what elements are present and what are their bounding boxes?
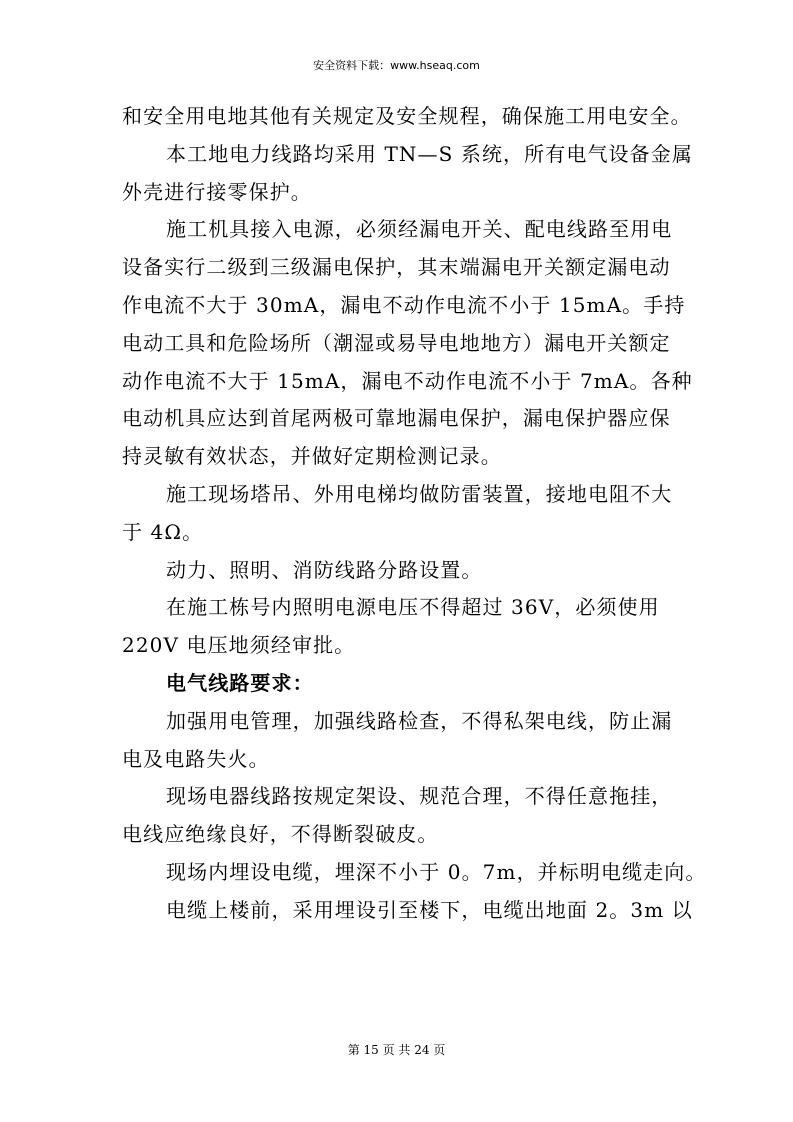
text-line: 电动机具应达到首尾两极可靠地漏电保护，漏电保护器应保 — [122, 406, 671, 431]
text-line: 本工地电力线路均采用 TN—S 系统，所有电气设备金属 — [166, 141, 693, 166]
text-line: 设备实行二级到三级漏电保护，其末端漏电开关额定漏电动 — [122, 255, 671, 280]
section-heading: 电气线路要求： — [166, 670, 314, 695]
text-line: 加强用电管理，加强线路检查，不得私架电线，防止漏 — [166, 708, 673, 733]
page-header: 安全资料下载：www.hseaq.com — [313, 59, 480, 72]
text-line: 现场电器线路按规定架设、规范合理，不得任意拖挂， — [166, 784, 673, 809]
text-line: 动力、照明、消防线路分路设置。 — [166, 557, 483, 582]
text-line: 电缆上楼前，采用埋设引至楼下，电缆出地面 2。3m 以 — [166, 897, 693, 922]
text-line: 作电流不大于 30mA，漏电不动作电流不小于 15mA。手持 — [122, 292, 686, 317]
text-line: 和安全用电地其他有关规定及安全规程，确保施工用电安全。 — [122, 104, 692, 128]
text-line: 动作电流不大于 15mA，漏电不动作电流不小于 7mA。各种 — [122, 368, 693, 393]
text-line: 电及电路失火。 — [122, 746, 270, 771]
text-line: 220V 电压地须经审批。 — [122, 633, 356, 658]
text-line: 持灵敏有效状态，并做好定期检测记录。 — [122, 444, 502, 469]
text-line: 外壳进行接零保护。 — [122, 179, 312, 204]
text-line: 电线应绝缘良好，不得断裂破皮。 — [122, 822, 439, 847]
text-line: 于 4Ω。 — [122, 519, 204, 544]
text-line: 现场内埋设电缆，埋深不小于 0。7m，并标明电缆走向。 — [166, 859, 707, 884]
text-line: 在施工栋号内照明电源电压不得超过 36V，必须使用 — [166, 595, 660, 620]
document-body — [122, 98, 707, 930]
text-line: 施工现场塔吊、外用电梯均做防雷装置，接地电阻不大 — [166, 481, 673, 506]
page-number: 第 15 页 共 24 页 — [347, 1043, 446, 1057]
text-line: 施工机具接入电源，必须经漏电开关、配电线路至用电 — [166, 217, 673, 242]
text-line: 电动工具和危险场所（潮湿或易导电地地方）漏电开关额定 — [122, 330, 671, 355]
